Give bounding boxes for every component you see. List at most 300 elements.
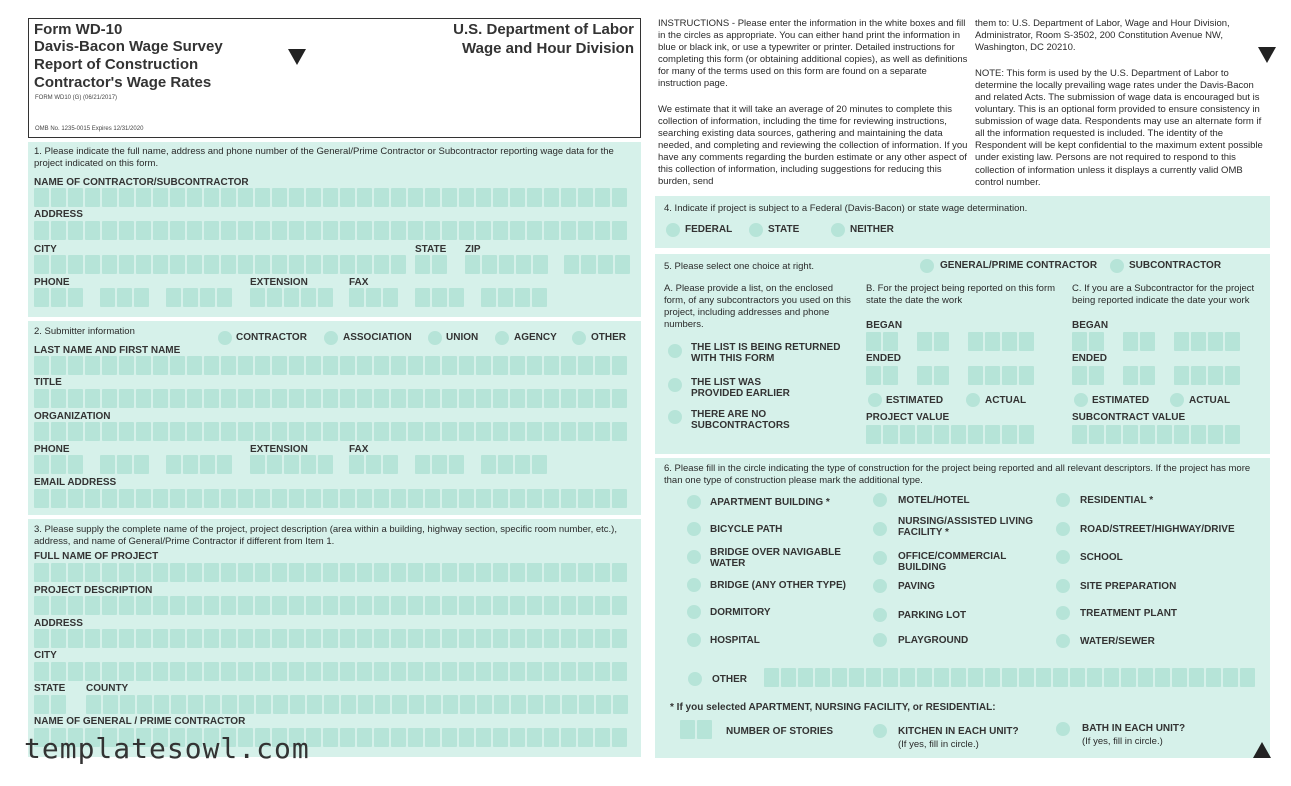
char-cell[interactable] bbox=[425, 356, 440, 375]
char-cell[interactable] bbox=[85, 188, 100, 207]
char-cell[interactable] bbox=[374, 728, 389, 747]
char-cell[interactable] bbox=[68, 489, 83, 508]
char-cell[interactable] bbox=[1053, 668, 1068, 687]
b-began-year[interactable] bbox=[968, 332, 1034, 351]
char-cell[interactable] bbox=[153, 422, 168, 441]
char-cell[interactable] bbox=[272, 188, 287, 207]
char-cell[interactable] bbox=[443, 695, 458, 714]
char-cell[interactable] bbox=[255, 596, 270, 615]
c-actual-radio[interactable] bbox=[1170, 393, 1184, 407]
char-cell[interactable] bbox=[510, 356, 525, 375]
char-cell[interactable] bbox=[1072, 425, 1087, 444]
char-cell[interactable] bbox=[476, 356, 491, 375]
char-cell[interactable] bbox=[544, 728, 559, 747]
char-cell[interactable] bbox=[306, 629, 321, 648]
char-cell[interactable] bbox=[425, 728, 440, 747]
char-cell[interactable] bbox=[357, 188, 372, 207]
char-cell[interactable] bbox=[117, 455, 132, 474]
char-cell[interactable] bbox=[102, 356, 117, 375]
contractor-fax-input-2[interactable] bbox=[415, 288, 464, 307]
char-cell[interactable] bbox=[595, 629, 610, 648]
char-cell[interactable] bbox=[284, 455, 299, 474]
char-cell[interactable] bbox=[883, 425, 898, 444]
char-cell[interactable] bbox=[323, 489, 338, 508]
char-cell[interactable] bbox=[493, 563, 508, 582]
list-returned-radio[interactable] bbox=[668, 344, 682, 358]
char-cell[interactable] bbox=[306, 356, 321, 375]
char-cell[interactable] bbox=[578, 629, 593, 648]
char-cell[interactable] bbox=[221, 221, 236, 240]
char-cell[interactable] bbox=[442, 389, 457, 408]
char-cell[interactable] bbox=[119, 489, 134, 508]
office-commercial-radio[interactable] bbox=[873, 551, 887, 565]
char-cell[interactable] bbox=[68, 255, 83, 274]
char-cell[interactable] bbox=[170, 563, 185, 582]
char-cell[interactable] bbox=[498, 455, 513, 474]
char-cell[interactable] bbox=[323, 728, 338, 747]
char-cell[interactable] bbox=[408, 728, 423, 747]
char-cell[interactable] bbox=[391, 389, 406, 408]
char-cell[interactable] bbox=[425, 389, 440, 408]
char-cell[interactable] bbox=[136, 662, 151, 681]
char-cell[interactable] bbox=[340, 422, 355, 441]
c-ended-month[interactable] bbox=[1072, 366, 1104, 385]
char-cell[interactable] bbox=[442, 662, 457, 681]
char-cell[interactable] bbox=[408, 221, 423, 240]
char-cell[interactable] bbox=[136, 629, 151, 648]
char-cell[interactable] bbox=[1123, 425, 1138, 444]
char-cell[interactable] bbox=[544, 489, 559, 508]
char-cell[interactable] bbox=[323, 389, 338, 408]
char-cell[interactable] bbox=[510, 629, 525, 648]
char-cell[interactable] bbox=[306, 489, 321, 508]
char-cell[interactable] bbox=[119, 596, 134, 615]
char-cell[interactable] bbox=[51, 389, 66, 408]
char-cell[interactable] bbox=[425, 188, 440, 207]
char-cell[interactable] bbox=[323, 629, 338, 648]
char-cell[interactable] bbox=[205, 695, 220, 714]
char-cell[interactable] bbox=[217, 455, 232, 474]
char-cell[interactable] bbox=[255, 662, 270, 681]
char-cell[interactable] bbox=[561, 356, 576, 375]
char-cell[interactable] bbox=[985, 332, 1000, 351]
char-cell[interactable] bbox=[221, 596, 236, 615]
char-cell[interactable] bbox=[68, 221, 83, 240]
char-cell[interactable] bbox=[561, 728, 576, 747]
char-cell[interactable] bbox=[153, 221, 168, 240]
char-cell[interactable] bbox=[204, 662, 219, 681]
char-cell[interactable] bbox=[136, 596, 151, 615]
char-cell[interactable] bbox=[1089, 366, 1104, 385]
char-cell[interactable] bbox=[866, 668, 881, 687]
char-cell[interactable] bbox=[34, 662, 49, 681]
char-cell[interactable] bbox=[255, 255, 270, 274]
neither-radio[interactable] bbox=[831, 223, 845, 237]
char-cell[interactable] bbox=[102, 255, 117, 274]
char-cell[interactable] bbox=[544, 629, 559, 648]
char-cell[interactable] bbox=[476, 489, 491, 508]
char-cell[interactable] bbox=[51, 629, 66, 648]
char-cell[interactable] bbox=[866, 366, 881, 385]
char-cell[interactable] bbox=[493, 188, 508, 207]
char-cell[interactable] bbox=[136, 188, 151, 207]
char-cell[interactable] bbox=[204, 221, 219, 240]
char-cell[interactable] bbox=[374, 188, 389, 207]
char-cell[interactable] bbox=[425, 489, 440, 508]
char-cell[interactable] bbox=[374, 489, 389, 508]
char-cell[interactable] bbox=[985, 366, 1000, 385]
char-cell[interactable] bbox=[409, 695, 424, 714]
char-cell[interactable] bbox=[323, 662, 338, 681]
char-cell[interactable] bbox=[697, 720, 712, 739]
project-address-input[interactable] bbox=[34, 629, 627, 648]
char-cell[interactable] bbox=[357, 422, 372, 441]
char-cell[interactable] bbox=[34, 288, 49, 307]
char-cell[interactable] bbox=[408, 422, 423, 441]
char-cell[interactable] bbox=[612, 221, 627, 240]
char-cell[interactable] bbox=[255, 422, 270, 441]
char-cell[interactable] bbox=[221, 489, 236, 508]
char-cell[interactable] bbox=[187, 662, 202, 681]
federal-radio[interactable] bbox=[666, 223, 680, 237]
char-cell[interactable] bbox=[544, 188, 559, 207]
char-cell[interactable] bbox=[272, 489, 287, 508]
char-cell[interactable] bbox=[340, 255, 355, 274]
char-cell[interactable] bbox=[289, 596, 304, 615]
char-cell[interactable] bbox=[51, 662, 66, 681]
char-cell[interactable] bbox=[578, 389, 593, 408]
char-cell[interactable] bbox=[595, 422, 610, 441]
char-cell[interactable] bbox=[425, 629, 440, 648]
char-cell[interactable] bbox=[968, 425, 983, 444]
list-provided-radio[interactable] bbox=[668, 378, 682, 392]
char-cell[interactable] bbox=[425, 596, 440, 615]
char-cell[interactable] bbox=[238, 221, 253, 240]
char-cell[interactable] bbox=[238, 596, 253, 615]
c-began-year[interactable] bbox=[1174, 332, 1240, 351]
char-cell[interactable] bbox=[849, 668, 864, 687]
project-county-input[interactable] bbox=[86, 695, 628, 714]
char-cell[interactable] bbox=[493, 596, 508, 615]
char-cell[interactable] bbox=[221, 563, 236, 582]
char-cell[interactable] bbox=[1208, 332, 1223, 351]
char-cell[interactable] bbox=[153, 356, 168, 375]
char-cell[interactable] bbox=[968, 366, 983, 385]
char-cell[interactable] bbox=[273, 695, 288, 714]
char-cell[interactable] bbox=[561, 596, 576, 615]
char-cell[interactable] bbox=[357, 489, 372, 508]
char-cell[interactable] bbox=[51, 422, 66, 441]
char-cell[interactable] bbox=[34, 455, 49, 474]
char-cell[interactable] bbox=[476, 389, 491, 408]
char-cell[interactable] bbox=[408, 563, 423, 582]
char-cell[interactable] bbox=[153, 563, 168, 582]
char-cell[interactable] bbox=[408, 389, 423, 408]
char-cell[interactable] bbox=[318, 455, 333, 474]
char-cell[interactable] bbox=[102, 188, 117, 207]
char-cell[interactable] bbox=[119, 629, 134, 648]
char-cell[interactable] bbox=[341, 695, 356, 714]
char-cell[interactable] bbox=[425, 662, 440, 681]
char-cell[interactable] bbox=[391, 356, 406, 375]
char-cell[interactable] bbox=[357, 596, 372, 615]
char-cell[interactable] bbox=[1002, 366, 1017, 385]
char-cell[interactable] bbox=[595, 563, 610, 582]
char-cell[interactable] bbox=[153, 389, 168, 408]
char-cell[interactable] bbox=[595, 489, 610, 508]
road-radio[interactable] bbox=[1056, 522, 1070, 536]
char-cell[interactable] bbox=[612, 389, 627, 408]
char-cell[interactable] bbox=[289, 221, 304, 240]
char-cell[interactable] bbox=[595, 389, 610, 408]
char-cell[interactable] bbox=[545, 695, 560, 714]
char-cell[interactable] bbox=[1225, 425, 1240, 444]
char-cell[interactable] bbox=[477, 695, 492, 714]
contractor-zip-input[interactable] bbox=[465, 255, 548, 274]
char-cell[interactable] bbox=[349, 288, 364, 307]
char-cell[interactable] bbox=[527, 356, 542, 375]
char-cell[interactable] bbox=[1070, 668, 1085, 687]
char-cell[interactable] bbox=[527, 422, 542, 441]
char-cell[interactable] bbox=[136, 422, 151, 441]
playground-radio[interactable] bbox=[873, 633, 887, 647]
char-cell[interactable] bbox=[256, 695, 271, 714]
char-cell[interactable] bbox=[255, 629, 270, 648]
char-cell[interactable] bbox=[120, 695, 135, 714]
bath-radio[interactable] bbox=[1056, 722, 1070, 736]
char-cell[interactable] bbox=[612, 489, 627, 508]
char-cell[interactable] bbox=[1123, 332, 1138, 351]
char-cell[interactable] bbox=[459, 596, 474, 615]
char-cell[interactable] bbox=[408, 188, 423, 207]
char-cell[interactable] bbox=[528, 695, 543, 714]
char-cell[interactable] bbox=[532, 455, 547, 474]
char-cell[interactable] bbox=[442, 422, 457, 441]
char-cell[interactable] bbox=[442, 563, 457, 582]
char-cell[interactable] bbox=[340, 629, 355, 648]
char-cell[interactable] bbox=[612, 662, 627, 681]
char-cell[interactable] bbox=[951, 668, 966, 687]
char-cell[interactable] bbox=[476, 422, 491, 441]
char-cell[interactable] bbox=[187, 221, 202, 240]
char-cell[interactable] bbox=[832, 668, 847, 687]
char-cell[interactable] bbox=[561, 188, 576, 207]
char-cell[interactable] bbox=[798, 668, 813, 687]
char-cell[interactable] bbox=[51, 288, 66, 307]
char-cell[interactable] bbox=[187, 596, 202, 615]
char-cell[interactable] bbox=[68, 596, 83, 615]
char-cell[interactable] bbox=[527, 221, 542, 240]
submitter-phone-input-2[interactable] bbox=[100, 455, 149, 474]
char-cell[interactable] bbox=[1206, 668, 1221, 687]
char-cell[interactable] bbox=[595, 221, 610, 240]
char-cell[interactable] bbox=[408, 662, 423, 681]
char-cell[interactable] bbox=[366, 288, 381, 307]
char-cell[interactable] bbox=[272, 596, 287, 615]
project-city-input[interactable] bbox=[34, 662, 627, 681]
char-cell[interactable] bbox=[153, 596, 168, 615]
char-cell[interactable] bbox=[482, 255, 497, 274]
char-cell[interactable] bbox=[510, 389, 525, 408]
char-cell[interactable] bbox=[238, 389, 253, 408]
char-cell[interactable] bbox=[289, 563, 304, 582]
char-cell[interactable] bbox=[1002, 425, 1017, 444]
char-cell[interactable] bbox=[612, 563, 627, 582]
char-cell[interactable] bbox=[366, 455, 381, 474]
char-cell[interactable] bbox=[815, 668, 830, 687]
char-cell[interactable] bbox=[595, 662, 610, 681]
char-cell[interactable] bbox=[51, 356, 66, 375]
char-cell[interactable] bbox=[117, 288, 132, 307]
char-cell[interactable] bbox=[357, 389, 372, 408]
char-cell[interactable] bbox=[250, 455, 265, 474]
char-cell[interactable] bbox=[1089, 332, 1104, 351]
char-cell[interactable] bbox=[187, 629, 202, 648]
char-cell[interactable] bbox=[85, 221, 100, 240]
char-cell[interactable] bbox=[561, 563, 576, 582]
char-cell[interactable] bbox=[595, 356, 610, 375]
char-cell[interactable] bbox=[493, 662, 508, 681]
char-cell[interactable] bbox=[239, 695, 254, 714]
char-cell[interactable] bbox=[272, 389, 287, 408]
char-cell[interactable] bbox=[187, 389, 202, 408]
char-cell[interactable] bbox=[349, 455, 364, 474]
char-cell[interactable] bbox=[34, 221, 49, 240]
char-cell[interactable] bbox=[340, 356, 355, 375]
char-cell[interactable] bbox=[459, 221, 474, 240]
c-began-month[interactable] bbox=[1072, 332, 1104, 351]
char-cell[interactable] bbox=[68, 288, 83, 307]
char-cell[interactable] bbox=[883, 668, 898, 687]
general-prime-radio[interactable] bbox=[920, 259, 934, 273]
char-cell[interactable] bbox=[221, 389, 236, 408]
char-cell[interactable] bbox=[238, 489, 253, 508]
submitter-extension-input[interactable] bbox=[250, 455, 333, 474]
char-cell[interactable] bbox=[578, 728, 593, 747]
char-cell[interactable] bbox=[449, 455, 464, 474]
char-cell[interactable] bbox=[510, 728, 525, 747]
char-cell[interactable] bbox=[34, 356, 49, 375]
char-cell[interactable] bbox=[1174, 332, 1189, 351]
char-cell[interactable] bbox=[579, 695, 594, 714]
char-cell[interactable] bbox=[459, 489, 474, 508]
char-cell[interactable] bbox=[516, 255, 531, 274]
char-cell[interactable] bbox=[425, 563, 440, 582]
char-cell[interactable] bbox=[301, 455, 316, 474]
char-cell[interactable] bbox=[102, 489, 117, 508]
char-cell[interactable] bbox=[272, 422, 287, 441]
char-cell[interactable] bbox=[34, 255, 49, 274]
char-cell[interactable] bbox=[323, 255, 338, 274]
char-cell[interactable] bbox=[323, 422, 338, 441]
char-cell[interactable] bbox=[465, 255, 480, 274]
char-cell[interactable] bbox=[51, 221, 66, 240]
char-cell[interactable] bbox=[170, 596, 185, 615]
char-cell[interactable] bbox=[238, 662, 253, 681]
char-cell[interactable] bbox=[102, 662, 117, 681]
char-cell[interactable] bbox=[255, 356, 270, 375]
char-cell[interactable] bbox=[204, 563, 219, 582]
char-cell[interactable] bbox=[85, 596, 100, 615]
char-cell[interactable] bbox=[85, 489, 100, 508]
char-cell[interactable] bbox=[289, 255, 304, 274]
char-cell[interactable] bbox=[238, 563, 253, 582]
char-cell[interactable] bbox=[272, 255, 287, 274]
char-cell[interactable] bbox=[510, 596, 525, 615]
char-cell[interactable] bbox=[374, 422, 389, 441]
char-cell[interactable] bbox=[340, 188, 355, 207]
char-cell[interactable] bbox=[1191, 366, 1206, 385]
char-cell[interactable] bbox=[442, 356, 457, 375]
residential-radio[interactable] bbox=[1056, 493, 1070, 507]
char-cell[interactable] bbox=[1002, 668, 1017, 687]
char-cell[interactable] bbox=[357, 728, 372, 747]
char-cell[interactable] bbox=[415, 288, 430, 307]
char-cell[interactable] bbox=[511, 695, 526, 714]
char-cell[interactable] bbox=[544, 221, 559, 240]
char-cell[interactable] bbox=[1140, 425, 1155, 444]
char-cell[interactable] bbox=[119, 356, 134, 375]
char-cell[interactable] bbox=[459, 629, 474, 648]
char-cell[interactable] bbox=[183, 288, 198, 307]
char-cell[interactable] bbox=[289, 356, 304, 375]
char-cell[interactable] bbox=[866, 425, 881, 444]
char-cell[interactable] bbox=[374, 629, 389, 648]
char-cell[interactable] bbox=[612, 188, 627, 207]
char-cell[interactable] bbox=[137, 695, 152, 714]
association-radio[interactable] bbox=[324, 331, 338, 345]
char-cell[interactable] bbox=[306, 596, 321, 615]
char-cell[interactable] bbox=[340, 389, 355, 408]
char-cell[interactable] bbox=[68, 188, 83, 207]
char-cell[interactable] bbox=[391, 489, 406, 508]
char-cell[interactable] bbox=[374, 255, 389, 274]
char-cell[interactable] bbox=[1140, 366, 1155, 385]
char-cell[interactable] bbox=[425, 221, 440, 240]
char-cell[interactable] bbox=[188, 695, 203, 714]
b-actual-radio[interactable] bbox=[966, 393, 980, 407]
char-cell[interactable] bbox=[900, 425, 915, 444]
char-cell[interactable] bbox=[493, 422, 508, 441]
char-cell[interactable] bbox=[459, 422, 474, 441]
char-cell[interactable] bbox=[204, 596, 219, 615]
char-cell[interactable] bbox=[595, 188, 610, 207]
char-cell[interactable] bbox=[102, 221, 117, 240]
char-cell[interactable] bbox=[238, 356, 253, 375]
motel-hotel-radio[interactable] bbox=[873, 493, 887, 507]
char-cell[interactable] bbox=[153, 629, 168, 648]
char-cell[interactable] bbox=[119, 662, 134, 681]
char-cell[interactable] bbox=[527, 596, 542, 615]
char-cell[interactable] bbox=[527, 188, 542, 207]
char-cell[interactable] bbox=[357, 356, 372, 375]
char-cell[interactable] bbox=[238, 629, 253, 648]
char-cell[interactable] bbox=[289, 389, 304, 408]
char-cell[interactable] bbox=[459, 356, 474, 375]
char-cell[interactable] bbox=[103, 695, 118, 714]
char-cell[interactable] bbox=[493, 728, 508, 747]
char-cell[interactable] bbox=[136, 563, 151, 582]
char-cell[interactable] bbox=[170, 221, 185, 240]
kitchen-radio[interactable] bbox=[873, 724, 887, 738]
contractor-zip4-input[interactable] bbox=[564, 255, 630, 274]
nursing-radio[interactable] bbox=[873, 522, 887, 536]
char-cell[interactable] bbox=[306, 563, 321, 582]
subcontractor-radio[interactable] bbox=[1110, 259, 1124, 273]
char-cell[interactable] bbox=[883, 366, 898, 385]
char-cell[interactable] bbox=[561, 221, 576, 240]
contractor-city-input[interactable] bbox=[34, 255, 406, 274]
